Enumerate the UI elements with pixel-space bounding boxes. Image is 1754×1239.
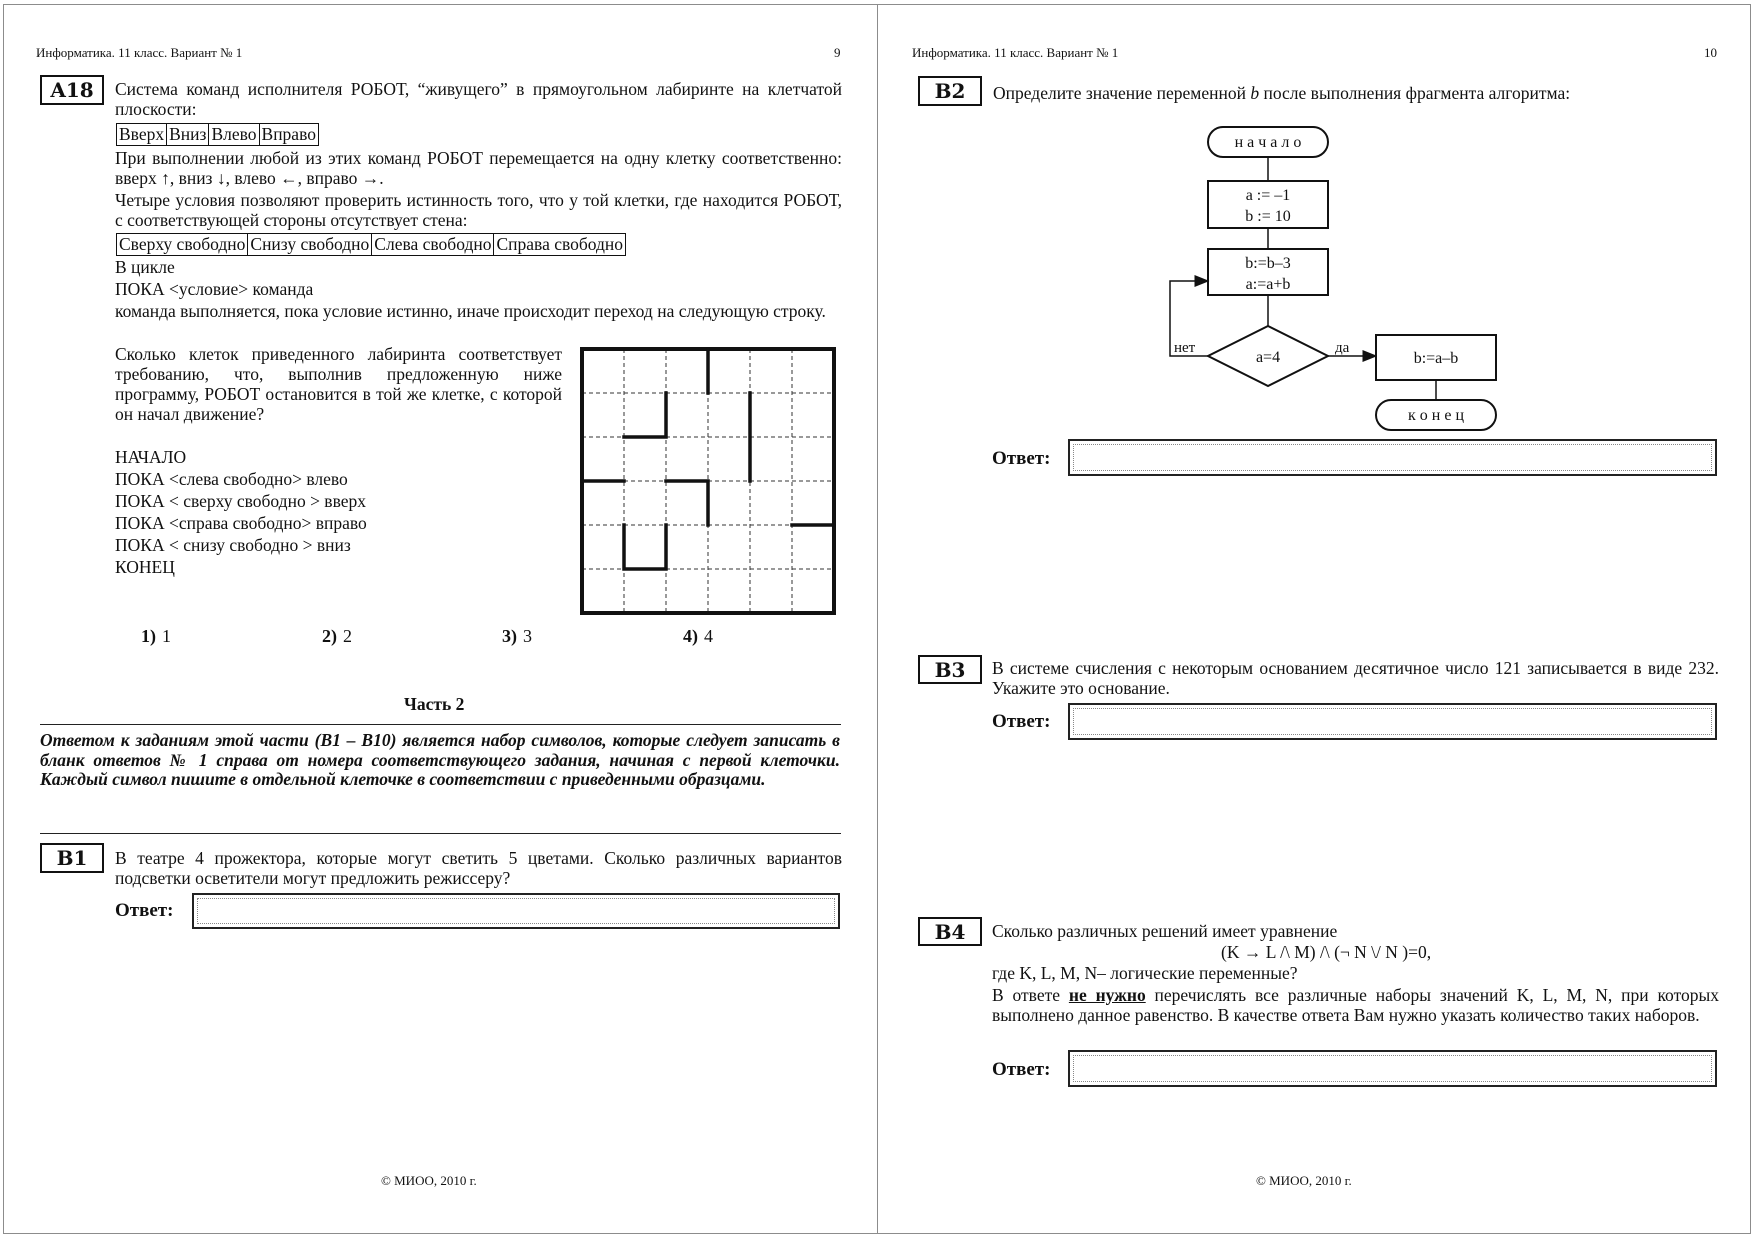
a18-option-3[interactable] <box>502 626 532 647</box>
b4-line1: Сколько различных решений имеет уравнение <box>992 921 1338 941</box>
task-label-b2: B2 <box>918 76 982 106</box>
task-label-b4: B4 <box>918 917 982 946</box>
a18-question: Сколько клеток приведенного лабиринта соответствует требованию, что, выполнив предложенную ниже программу, РОБОТ остановится в той же клетке, с которой он начал движение? <box>115 344 562 424</box>
task-label-b1: B1 <box>40 843 104 873</box>
program-line: ПОКА <слева свободно> влево <box>115 469 348 489</box>
program-line: ПОКА <справа свободно> вправо <box>115 513 367 533</box>
flow-body-line2: a:=a+b <box>1245 276 1291 293</box>
left-page <box>3 4 878 1234</box>
command-up: Вверх <box>116 123 167 146</box>
left-page-number: 9 <box>834 45 841 60</box>
left-footer: © МИОО, 2010 г. <box>381 1173 477 1188</box>
condition-top-free: Сверху свободно <box>116 233 248 256</box>
flow-init-line1: a := –1 <box>1245 187 1291 204</box>
task-label-a18: A18 <box>40 75 104 105</box>
program-line: КОНЕЦ <box>115 557 175 577</box>
a18-loop-line1: В цикле <box>115 257 175 277</box>
right-page-number: 10 <box>1704 45 1717 60</box>
program-line: ПОКА < снизу свободно > вниз <box>115 535 351 555</box>
b3-text: В системе счисления с некоторым основанием десятичное число 121 записывается в виде 232. Укажите это основание. <box>992 658 1719 698</box>
a18-option-1[interactable] <box>141 626 171 647</box>
condition-right-free: Справа свободно <box>493 233 626 256</box>
a18-loop-line2: ПОКА <условие> команда <box>115 279 314 299</box>
option-value: 1 <box>162 626 171 646</box>
right-footer: © МИОО, 2010 г. <box>1256 1173 1352 1188</box>
flow-init-line2: b := 10 <box>1245 208 1291 225</box>
b3-answer-label: Ответ: <box>992 711 1051 732</box>
maze-walls <box>582 349 834 569</box>
b3-answer-field[interactable] <box>1068 703 1717 740</box>
a18-option-2[interactable] <box>322 626 352 647</box>
b2-answer-label: Ответ: <box>992 448 1051 469</box>
a18-moves-text: При выполнении любой из этих команд РОБОТ перемещается на одну клетку соответственно: вверх ↑, вниз ↓, влево ←, вправо →. <box>115 148 842 188</box>
a18-command-list <box>116 123 318 146</box>
a18-conditions-intro: Четыре условия позволяют проверить истинность того, что у той клетки, где находится РОБОТ, с соответствующей стороны отсутствует стена: <box>115 190 842 230</box>
program-line: НАЧАЛО <box>115 447 187 467</box>
option-value: 3 <box>523 626 532 646</box>
condition-left-free: Слева свободно <box>371 233 494 256</box>
option-value: 2 <box>343 626 352 646</box>
command-left: Влево <box>208 123 259 146</box>
a18-option-4[interactable] <box>683 626 713 647</box>
b4-line3-prefix: В ответе <box>992 985 1061 1005</box>
flow-body-line1: b:=b–3 <box>1245 255 1291 272</box>
flow-start-text: н а ч а л о <box>1234 134 1302 151</box>
part2-bottom-rule <box>40 833 841 834</box>
b4-answer-label: Ответ: <box>992 1059 1051 1080</box>
b4-answer-field[interactable] <box>1068 1050 1717 1087</box>
task-label-b3: B3 <box>918 655 982 684</box>
part2-title: Часть 2 <box>404 694 465 714</box>
b1-text: В театре 4 прожектора, которые могут светить 5 цветами. Сколько различных вариантов подсветки осветители могут предложить режиссеру? <box>115 848 842 888</box>
option-number: 2) <box>322 626 337 646</box>
part2-instruction: Ответом к заданиям этой части (В1 – В10) является набор символов, которые следует записать в бланк ответов № 1 справа от номера соответствующего задания, начиная с первой клеточки. Каждый символ пишите в отдельной клеточке в соответствии с приведенными образцами. <box>40 730 840 789</box>
flow-action-text: b:=a–b <box>1413 350 1459 367</box>
option-number: 1) <box>141 626 156 646</box>
b2-variable: b <box>1250 83 1260 103</box>
b4-formula: (K → L /\ M) /\ (¬ N \/ N )=0, <box>1221 942 1432 962</box>
b2-text-prefix: Определите значение переменной <box>993 83 1246 103</box>
b2-text-suffix: после выполнения фрагмента алгоритма: <box>1263 83 1571 103</box>
command-down: Вниз <box>166 123 209 146</box>
b2-text <box>993 83 1720 103</box>
b4-emphasis: не нужно <box>1068 985 1146 1005</box>
left-header-title: Информатика. 11 класс. Вариант № 1 <box>36 45 243 60</box>
a18-program <box>115 446 367 578</box>
flow-condition-text: a=4 <box>1255 349 1281 366</box>
option-number: 3) <box>502 626 517 646</box>
b1-answer-label: Ответ: <box>115 900 174 921</box>
condition-bottom-free: Снизу свободно <box>247 233 372 256</box>
option-value: 4 <box>704 626 713 646</box>
a18-loop-line3: команда выполняется, пока условие истинно, иначе происходит переход на следующую строку. <box>115 301 826 321</box>
option-number: 4) <box>683 626 698 646</box>
flow-end-text: к о н е ц <box>1408 407 1464 424</box>
right-page <box>877 4 1751 1234</box>
maze-diagram <box>579 345 839 620</box>
a18-condition-list <box>116 233 625 256</box>
a18-intro: Система команд исполнителя РОБОТ, “живущего” в прямоугольном лабиринте на клетчатой плоскости: <box>115 79 842 119</box>
flow-no-label: нет <box>1174 340 1196 356</box>
command-right: Вправо <box>259 123 319 146</box>
b4-line3 <box>992 985 1719 1025</box>
part2-top-rule <box>40 724 841 725</box>
flow-yes-label: да <box>1335 340 1350 356</box>
b4-line3-suffix: перечислять все различные наборы значений K, L, M, N, при которых выполнено данное равенство. В качестве ответа Вам нужно указать количество таких наборов. <box>992 985 1720 1025</box>
b2-answer-field[interactable] <box>1068 439 1717 476</box>
b4-line2: где K, L, M, N– логические переменные? <box>992 963 1298 983</box>
b2-flowchart <box>1174 123 1508 443</box>
b1-answer-field[interactable] <box>192 893 840 929</box>
right-header-title: Информатика. 11 класс. Вариант № 1 <box>912 45 1119 60</box>
program-line: ПОКА < сверху свободно > вверх <box>115 491 366 511</box>
